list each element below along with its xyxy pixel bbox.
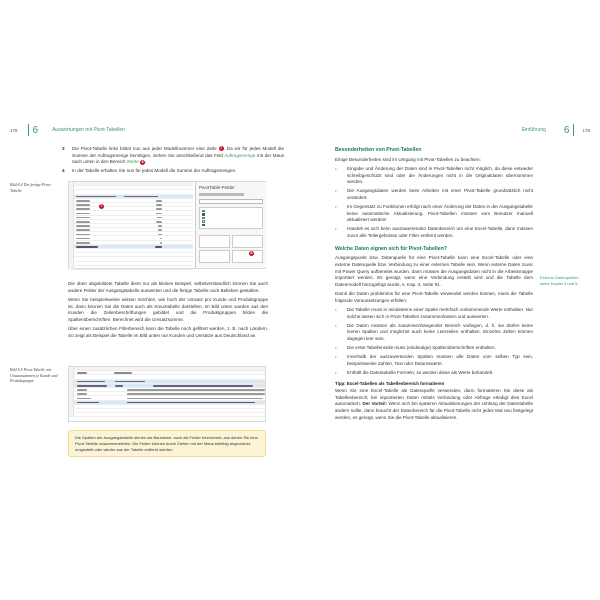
area-filter[interactable] (199, 235, 230, 248)
list-item-text: Die erste Tabellenzeile muss (eindeutige) Spaltenüberschriften enthalten. (347, 345, 496, 351)
bullet-arrow-icon: ▹ (335, 226, 338, 232)
running-head-left (10, 124, 125, 136)
chapter-number: 6 (563, 124, 570, 136)
list-item (335, 188, 533, 201)
step-number: 4 (62, 168, 65, 174)
field-auftragsmenge: Auftragsmenge (224, 152, 256, 158)
list-item-text: Innerhalb der auszuwertenden Spalten müssen alle Daten vom selben Typ sein, beispielsweise Zahlen, Text oder Datumswerte. (347, 353, 533, 366)
running-title: Auswertungen mit Pivot-Tabellen (52, 127, 125, 133)
area-columns[interactable] (232, 235, 263, 248)
figure-caption-6-4: Bild 6.4 Die fertige Pivot-Tabelle (10, 182, 52, 193)
tip-title: Tipp: Excel-Tabellen als Tabellenbereich formatieren (335, 381, 445, 387)
figure-caption-6-5: Bild 6.5 Pivot-Tabelle mit Umsatzsummen je Kunde und Produktgruppe (10, 367, 58, 383)
page-number: 179 (582, 127, 590, 133)
divider (573, 124, 574, 136)
section-heading: Besonderheiten von Pivot-Tabellen (335, 147, 422, 153)
list-item (335, 354, 533, 367)
step-text (72, 146, 284, 166)
step-3 (62, 146, 284, 166)
bullet-arrow-icon: ▹ (335, 345, 338, 351)
field-list (199, 207, 263, 229)
tip-bold: Der Vorteil: (362, 401, 388, 407)
paragraph: Über einen zusätzlichen Filterbereich kann die Tabelle noch gefiltert werden, z. B. nach Ländern. So zeigt als Beispiel die Tabelle im Bild unten nur Kunden und Umsätze aus Deutschland an. (68, 326, 268, 338)
paragraph: Die oben abgebildete Tabelle dient nur als kleines Beispiel, selbstverständlich können Sie auch andere Felder der Ausgangstabelle auswerten und die fertige Tabelle nach Belieben gestalten. (68, 281, 268, 293)
running-head-right (522, 124, 590, 136)
area-werte: Werte (126, 159, 139, 165)
chapter-number: 6 (32, 124, 39, 136)
bullet-arrow-icon: ▹ (335, 307, 338, 313)
list-item-text: Die Daten müssen als zusammenhängender Bereich vorliegen, d. h. sie dürfen keine leeren Spalten und möglichst auch keine Leerzeilen enthalten. Einzelne Zellen können dagegen leer sein. (347, 322, 533, 342)
list-item (335, 370, 533, 377)
list-item-text: Eingabe und Änderung der Daten sind in Pivot-Tabellen nicht möglich, da diese entweder schreibgeschützt sind oder die Änderungen nicht in die Originaldaten übernommen werden. (347, 165, 533, 185)
panel-title: PivotTable-Felder (199, 185, 235, 190)
grid-row (69, 266, 193, 270)
list-item (335, 226, 533, 239)
paragraph: Wenn Sie beispielsweise wissen möchten, wie hoch der Umsatz pro Kunde und Produktgruppe ist, dann können Sie die Daten auch als Kreuztabelle darstellen. Im Bild unten wurden aus den Kunden die Zeilenbeschriftungen gebildet und die Produktgruppen bilden die Spaltenüberschriften. Berechnet wird die Umsatzsumme. (68, 296, 268, 323)
bullet-list (335, 166, 533, 240)
section-heading: Welche Daten eignen sich für Pivot-Tabellen? (335, 245, 447, 252)
list-item-text: Enthält die Datentabelle Formeln, so werden diese als Werte behandelt. (347, 369, 494, 375)
field-checkbox-checked[interactable] (202, 223, 260, 227)
pivot-areas (199, 235, 263, 263)
search-fields-input[interactable] (199, 199, 263, 204)
bullet-arrow-icon: ▹ (335, 188, 338, 194)
list-item-text: Die Ausgangsdaten werden beim Arbeiten mit einer Pivot-Tabelle grundsätzlich nicht verändert. (347, 188, 533, 200)
step-text-d: . (145, 159, 147, 165)
list-item (335, 323, 533, 343)
step-4 (62, 168, 284, 175)
page-number: 178 (10, 127, 18, 133)
list-item-text: Handelt es sich beim auszuwertenden Datenbereich um eine Excel-Tabelle, dann müssen zuvor alle Teilergebnisse oder Filter entfernt werden. (347, 226, 533, 238)
step-number: 3 (62, 146, 65, 151)
right-page (300, 0, 600, 600)
tip-text (335, 388, 533, 422)
paragraph: Damit die Daten problemlos für eine Pivot-Tabelle verwendet werden können, muss die Tabelle folgende Voraussetzungen erfüllen: (335, 291, 533, 303)
body-text-right (335, 143, 533, 421)
margin-note: Externe Datenquellen, siehe Kapitel 4 und 5. (540, 275, 580, 286)
running-title: Einführung (521, 127, 546, 133)
tip-box (335, 381, 533, 421)
list-item (335, 204, 533, 224)
marker-8-figure: 8 (250, 251, 253, 255)
body-text-left (68, 281, 268, 342)
bullet-arrow-icon: ▹ (335, 353, 338, 359)
grid-row (69, 413, 265, 417)
tip-text-a: Wenn Sie eine Excel-Tabelle als Datenquelle verwenden, dann formatieren Sie diese als Tabellenbereich; bei importierten Daten mittels Verbindung oder Abfrage erledigt dies Excel automatisch. (335, 387, 533, 407)
spreadsheet-grid (69, 182, 193, 268)
crosstab-screenshot (68, 366, 266, 422)
area-rows[interactable] (199, 250, 230, 263)
pivottable-fields-panel (195, 182, 266, 268)
steps (62, 146, 284, 177)
paragraph: Ausgangspunkt bzw. Datenquelle für eine Pivot-Tabelle kann eine Excel-Tabelle oder eine externe Datenquelle bzw. Verbindung zu einer externen Tabelle sein. Wenn externe Daten zuvor mit Power Query aufbereitet wurden, dann müssen die Ausgangsdaten nicht in die Arbeitsmappe importiert werden. Es genügt, wenn eine Verbindung erstellt wird und die Tabelle dem Datenmodell hinzugefügt wurde, s. Kap. 4, Seite 91. (335, 255, 533, 288)
list-item (335, 345, 533, 352)
marker-7: 7 (220, 146, 223, 151)
list-item-text: Die Tabelle muss in mindestens einer Spalte mehrfach vorkommende Werte enthalten. Nur solche lassen sich in Pivot-Tabellen zusammenfassen und auswerten. (347, 307, 533, 319)
divider (28, 124, 29, 136)
panel-hint (199, 193, 244, 196)
bullet-arrow-icon: ▹ (335, 203, 338, 209)
tip-text-b: Wenn sich bei späteren Aktualisierungen der Umfang der Datentabelle ändern sollte, dann braucht der Datenbereich für die Pivot-Tabelle nicht jedes Mal neu festgelegt werden, es genügt, wenn Sie die Pivot-Tabelle aktualisieren. (335, 401, 533, 420)
step-text-c: mit der Maus nach unten in den Bereich (72, 152, 284, 165)
pivot-screenshot (68, 181, 266, 269)
list-item-text: Im Gegensatz zu Funktionen erfolgt nach einer Änderung der Daten in der Ausgangstabelle keine automatische Aktualisierung. Pivot-Tabellen müssen vom Benutzer manuell aktualisiert werden! (347, 203, 533, 223)
list-item (335, 307, 533, 320)
bullet-list (335, 307, 533, 376)
area-values[interactable] (232, 250, 263, 263)
step-text: In der Tabelle erhalten Sie nun für jedes Modell die Summe der Auftragsmengen. (72, 168, 237, 174)
list-item (335, 166, 533, 186)
marker-7-figure: 7 (100, 204, 103, 208)
paragraph: Einige Besonderheiten sind im Umgang mit Pivot-Tabellen zu beachten: (335, 156, 481, 162)
bullet-arrow-icon: ▹ (335, 322, 338, 328)
marker-8: 8 (141, 159, 144, 164)
info-note: Die Spalten der Ausgangstabelle dienen als Bausteine, auch als Felder bezeichnet, aus denen Sie eine Pivot-Tabelle zusammenstellen. Die Felder können durch Ziehen mit der Maus beliebig angeordnet, umgestellt oder wieder aus der Tabelle entfernt werden. (68, 430, 266, 457)
step-text-a: Die Pivot-Tabelle links bildet nun aus jeder Modellnummer eine Zeile (72, 146, 217, 151)
bullet-arrow-icon: ▹ (335, 369, 338, 375)
step-text-b: . Da wir für jedes Modell die Summe der Auftragsmenge benötigen, ziehen Sie anschließend das Feld (72, 146, 285, 158)
bullet-arrow-icon: ▹ (335, 165, 338, 171)
